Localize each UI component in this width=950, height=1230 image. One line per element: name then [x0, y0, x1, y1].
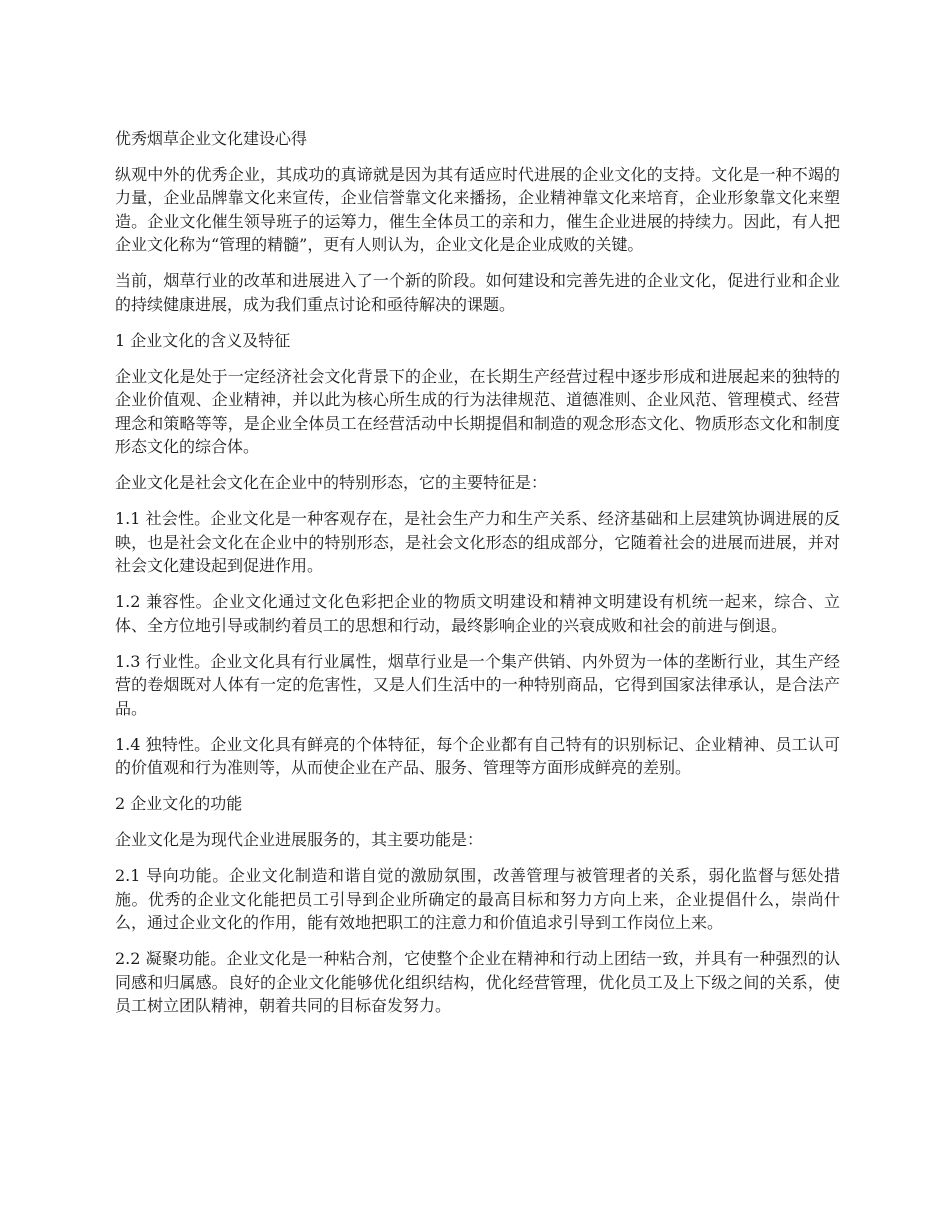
paragraph-current-stage: 当前，烟草行业的改革和进展进入了一个新的阶段。如何建设和完善先进的企业文化，促进行业和企业的持续健康进展，成为我们重点讨论和亟待解决的课题。 [115, 271, 840, 314]
paragraph-function-2-2: 2.2 凝聚功能。企业文化是一种粘合剂，它使整个企业在精神和行动上团结一致，并具有一种强烈的认同感和归属感。良好的企业文化能够优化组织结构，优化经营管理，优化员工及上下级之间的关系，使员工树立团队精神，朝着共同的目标奋发努力。 [115, 949, 840, 1015]
paragraph-feature-1-3: 1.3 行业性。企业文化具有行业属性，烟草行业是一个集产供销、内外贸为一体的垄断行业，其生产经营的卷烟既对人体有一定的危害性，又是人们生活中的一种特别商品，它得到国家法律承认，是合法产品。 [115, 651, 840, 718]
paragraph-feature-1-4: 1.4 独特性。企业文化具有鲜亮的个体特征，每个企业都有自己特有的识别标记、企业精神、员工认可的价值观和行为准则等，从而使企业在产品、服务、管理等方面形成鲜亮的差别。 [115, 734, 840, 777]
document-page [115, 127, 840, 1030]
paragraph-feature-1-1: 1.1 社会性。企业文化是一种客观存在，是社会生产力和生产关系、经济基础和上层建筑协调进展的反映，也是社会文化在企业中的特别形态，是社会文化形态的组成部分，它随着社会的进展而进展，并对社会文化建设起到促进作用。 [115, 509, 840, 575]
section-heading-2: 2 企业文化的功能 [115, 794, 243, 813]
paragraph-functions-intro: 企业文化是为现代企业进展服务的，其主要功能是： [115, 830, 484, 849]
section-heading-1: 1 企业文化的含义及特征 [115, 330, 291, 350]
document-title: 优秀烟草企业文化建设心得 [115, 129, 308, 148]
paragraph-features-intro: 企业文化是社会文化在企业中的特别形态，它的主要特征是： [115, 473, 548, 492]
paragraph-definition: 企业文化是处于一定经济社会文化背景下的企业，在长期生产经营过程中逐步形成和进展起来的独特的企业价值观、企业精神，并以此为核心所生成的行为法律规范、道德准则、企业风范、管理模式、经营理念和策略等等，是企业全体员工在经营活动中长期提倡和制造的观念形态文化、物质形态文化和制度形态文化的综合体。 [115, 366, 840, 456]
paragraph-intro: 纵观中外的优秀企业，其成功的真谛就是因为其有适应时代进展的企业文化的支持。文化是一种不竭的力量，企业品牌靠文化来宣传，企业信誉靠文化来播扬，企业精神靠文化来培育，企业形象靠文化来塑造。企业文化催生领导班子的运筹力，催生全体员工的亲和力，催生企业进展的持续力。因此，有人把企业文化称为“管理的精髓”，更有人则认为，企业文化是企业成败的关键。 [115, 164, 840, 254]
paragraph-feature-1-2: 1.2 兼容性。企业文化通过文化色彩把企业的物质文明建设和精神文明建设有机统一起来，综合、立体、全方位地引导或制约着员工的思想和行动，最终影响企业的兴衰成败和社会的前进与倒退。 [115, 592, 840, 635]
paragraph-function-2-1: 2.1 导向功能。企业文化制造和谐自觉的激励氛围，改善管理与被管理者的关系，弱化监督与惩处措施。优秀的企业文化能把员工引导到企业所确定的最高目标和努力方向上来，企业提倡什么，崇尚什么，通过企业文化的作用，能有效地把职工的注意力和价值追求引导到工作岗位上来。 [115, 866, 840, 932]
